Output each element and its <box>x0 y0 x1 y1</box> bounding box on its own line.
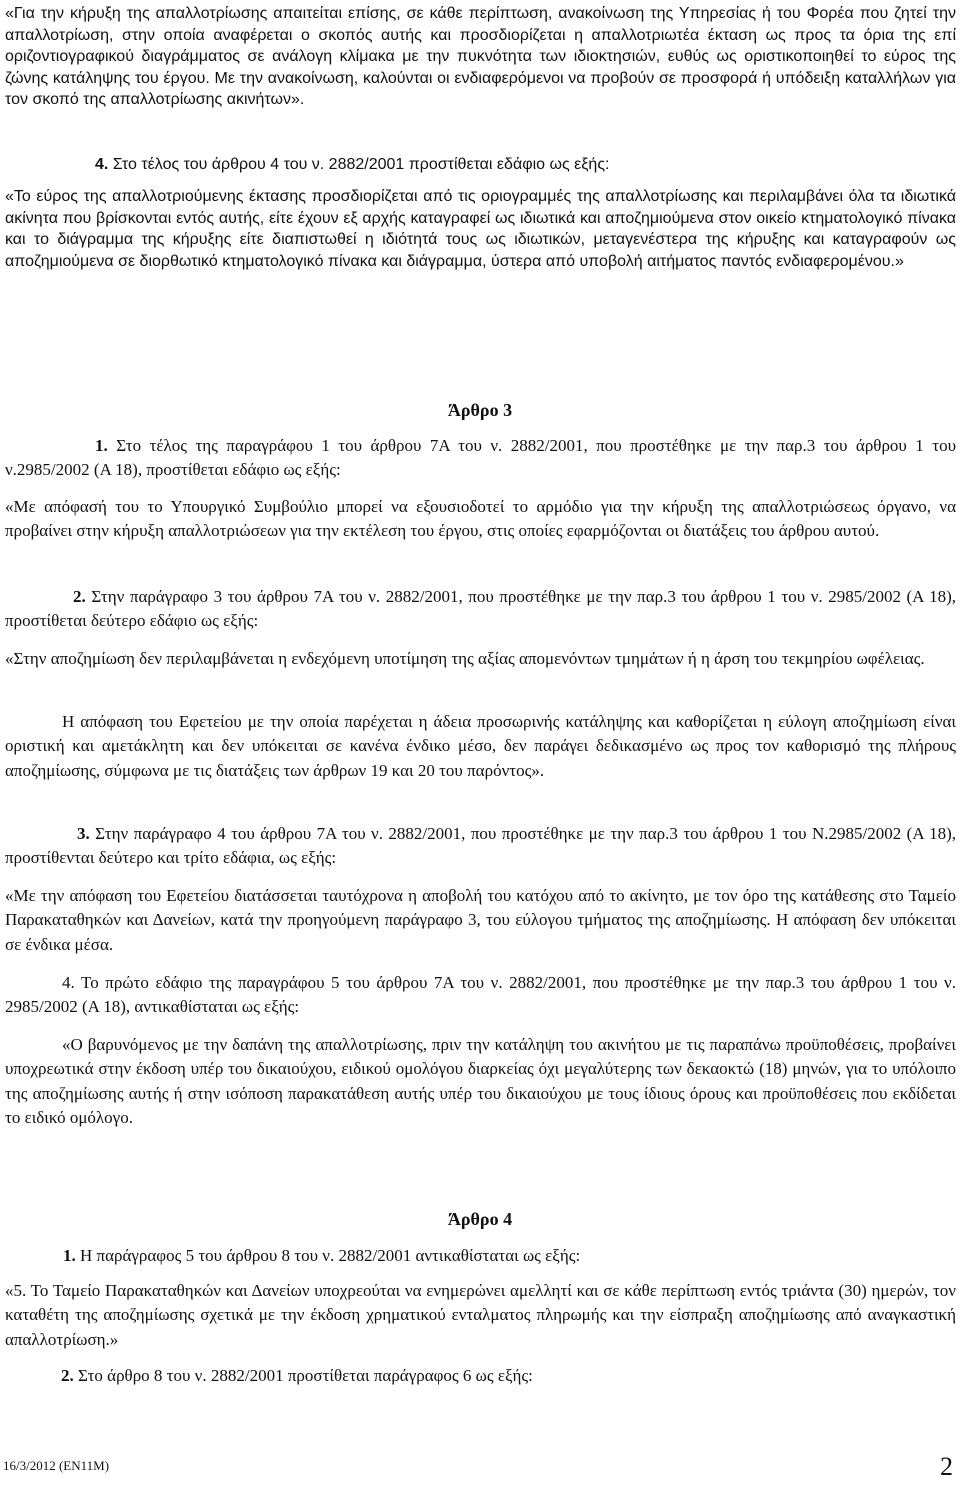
footer-date: 16/3/2012 (EN11M) <box>3 1458 110 1473</box>
paragraph-number: 1. <box>63 1246 76 1265</box>
paragraph-number: 3. <box>77 824 90 843</box>
article-3-paragraph-1 <box>5 434 956 483</box>
paragraph-text: Στο τέλος της παραγράφου 1 του άρθρου 7Α του ν. 2882/2001, που προστέθηκε με την παρ.3 του άρθρου 1 του ν.2985/2002 (Α 18), προστίθεται εδάφιο ως εξής: <box>5 436 956 480</box>
paragraph-number: 4. <box>95 156 109 173</box>
article-3-paragraph-2-court: Η απόφαση του Εφετείου με την οποία παρέχεται η άδεια προσωρινής κατάληψης και καθορίζεται η εύλογη αποζημίωση είναι οριστική και αμετάκλητη και δεν υπόκειται σε κανένα ένδικο μέσο, δεν παράγει δεδικασμένο ως προς τον καθορισμό της πλήρους αποζημίωσης, σύμφωνα με τις διατάξεις των άρθρων 19 και 20 του παρόντος». <box>5 712 956 780</box>
article-3-paragraph-4: 4. Το πρώτο εδάφιο της παραγράφου 5 του άρθρου 7Α του ν. 2882/2001, που προστέθηκε με την παρ.3 του άρθρου 1 του ν. 2985/2002 (Α 18), αντικαθίσταται ως εξής: <box>5 973 956 1017</box>
article-3-paragraph-2-quote: «Στην αποζημίωση δεν περιλαμβάνεται η ενδεχόμενη υποτίμηση της αξίας απομενόντων τμημάτων ή η άρση του τεκμηρίου ωφέλειας. <box>5 649 925 668</box>
paragraph-text: Στην παράγραφο 4 του άρθρου 7Α του ν. 2882/2001, που προστέθηκε με την παρ.3 του άρθρου 1 του Ν.2985/2002 (Α 18), προστίθενται δεύτερο και τρίτο εδάφια, ως εξής: <box>5 824 956 868</box>
article-4-paragraph-1-quote: «5. Το Ταμείο Παρακαταθηκών και Δανείων υποχρεούται να ενημερώνει αμελλητί και σε κάθε περίπτωση εντός τριάντα (30) ημερών, τον καταθέτη της αποζημίωσης σχετικά με την έκδοση χρηματικού ενταλματος πληρωμής και την είσπραξη αποζημίωσης από αναγκαστική απαλλοτρίωση.» <box>5 1281 956 1349</box>
article-4-paragraph-1 <box>5 1244 956 1268</box>
paragraph-number: 1. <box>95 436 108 455</box>
paragraph-text: Στην παράγραφο 3 του άρθρου 7Α του ν. 2882/2001, που προστέθηκε με την παρ.3 του άρθρου 1 του ν. 2985/2002 (Α 18), προστίθεται δεύτερο εδάφιο ως εξής: <box>5 587 956 631</box>
article-3-paragraph-3-quote: «Με την απόφαση του Εφετείου διατάσσεται ταυτόχρονα η αποβολή του κατόχου από το ακίνητο, με τον όρο της κατάθεσης στο Ταμείο Παρακαταθηκών και Δανείων, κατά την προηγούμενη παράγραφο 3, του εύλογου τμήματος της αποζημίωσης. Η απόφαση δεν υπόκειται σε ένδικα μέσα. <box>5 886 956 954</box>
paragraph-extent-quote: «Το εύρος της απαλλοτριούμενης έκτασης προσδιορίζεται από τις οριογραμμές της απαλλοτρίωσης και περιλαμβάνει όλα τα ιδιωτικά ακίνητα που βρίσκονται εντός αυτής, είτε έχουν εξ αρχής καταγραφεί ως ιδιωτικά και αποζημιούμενα στον οικείο κτηματολογικό πίνακα και το διάγραμμα της κήρυξης είτε διαπιστωθεί η ιδιότητά τους ως ιδιωτικών, μεταγενέστερα της κήρυξης και καταγραφούν ως αποζημιούμενα σε διορθωτικό κτηματολογικό πίνακα και διάγραμμα, ύστερα από υποβολή αιτήματος παντός ενδιαφερομένου.» <box>5 188 956 270</box>
article-3-paragraph-2 <box>5 585 956 634</box>
page-number: 2 <box>940 1452 953 1481</box>
article-3-paragraph-4-quote: «Ο βαρυνόμενος με την δαπάνη της απαλλοτρίωσης, πριν την κατάληψη του ακινήτου με τις παραπάνω προϋποθέσεις, προβαίνει υποχρεωτικά στην έκδοση υπέρ του δικαιούχου, ειδικού ομολόγου διαρκείας όχι μεγαλύτερης των δεκαοκτώ (18) μηνών, για το υπόλοιπο της αποζημίωσης αυτής ή στην ισόποση παρακατάθεση αυτής υπέρ του δικαιούχου με τους ίδιους όρους και προϋποθέσεις που εκδίδεται το ειδικό ομόλογο. <box>5 1035 956 1128</box>
paragraph-expropriation-notice: «Για την κήρυξη της απαλλοτρίωσης απαιτείται επίσης, σε κάθε περίπτωση, ανακοίνωση της Υπηρεσίας ή του Φορέα που ζητεί την απαλλοτρίωση, στην οποία αναφέρεται ο σκοπός αυτής και προσδιορίζεται η απαλλοτριωτέα έκταση ως προς τα όρια της επί οριζοντιογραφικού διαγράμματος σε ανάλογη κλίμακα με την πυκνότητα των ιδιοκτησιών, ευθύς ως οριστικοποιηθεί το εύρος της ζώνης κατάληψης του έργου. Με την ανακοίνωση, καλούνται οι ενδιαφερόμενοι να προβούν σε προσφορά ή υπόδειξη καταλλήλων για τον σκοπό της απαλλοτρίωσης ακινήτων». <box>5 5 956 109</box>
paragraph-text: Η παράγραφος 5 του άρθρου 8 του ν. 2882/2001 αντικαθίσταται ως εξής: <box>75 1246 581 1265</box>
paragraph-4 <box>95 154 956 176</box>
article-4-heading: Άρθρο 4 <box>447 1209 513 1229</box>
paragraph-number: 2. <box>73 587 86 606</box>
article-3-heading: Άρθρο 3 <box>447 400 513 420</box>
paragraph-text: Στο τέλος του άρθρου 4 του ν. 2882/2001 προστίθεται εδάφιο ως εξής: <box>108 156 610 173</box>
article-3-paragraph-3 <box>5 822 956 871</box>
paragraph-number: 2. <box>61 1366 74 1385</box>
article-4-paragraph-2 <box>5 1364 956 1388</box>
paragraph-text: Στο άρθρο 8 του ν. 2882/2001 προστίθεται παράγραφος 6 ως εξής: <box>73 1366 533 1385</box>
article-3-paragraph-1-quote: «Με απόφασή του το Υπουργικό Συμβούλιο μπορεί να εξουσιοδοτεί το αρμόδιο για την κήρυξη της απαλλοτριώσεως όργανο, να προβαίνει στην κήρυξη απαλλοτριώσεων για την εκτέλεση του έργου, στις οποίες εφαρμόζονται οι διατάξεις του άρθρου αυτού. <box>5 497 956 541</box>
